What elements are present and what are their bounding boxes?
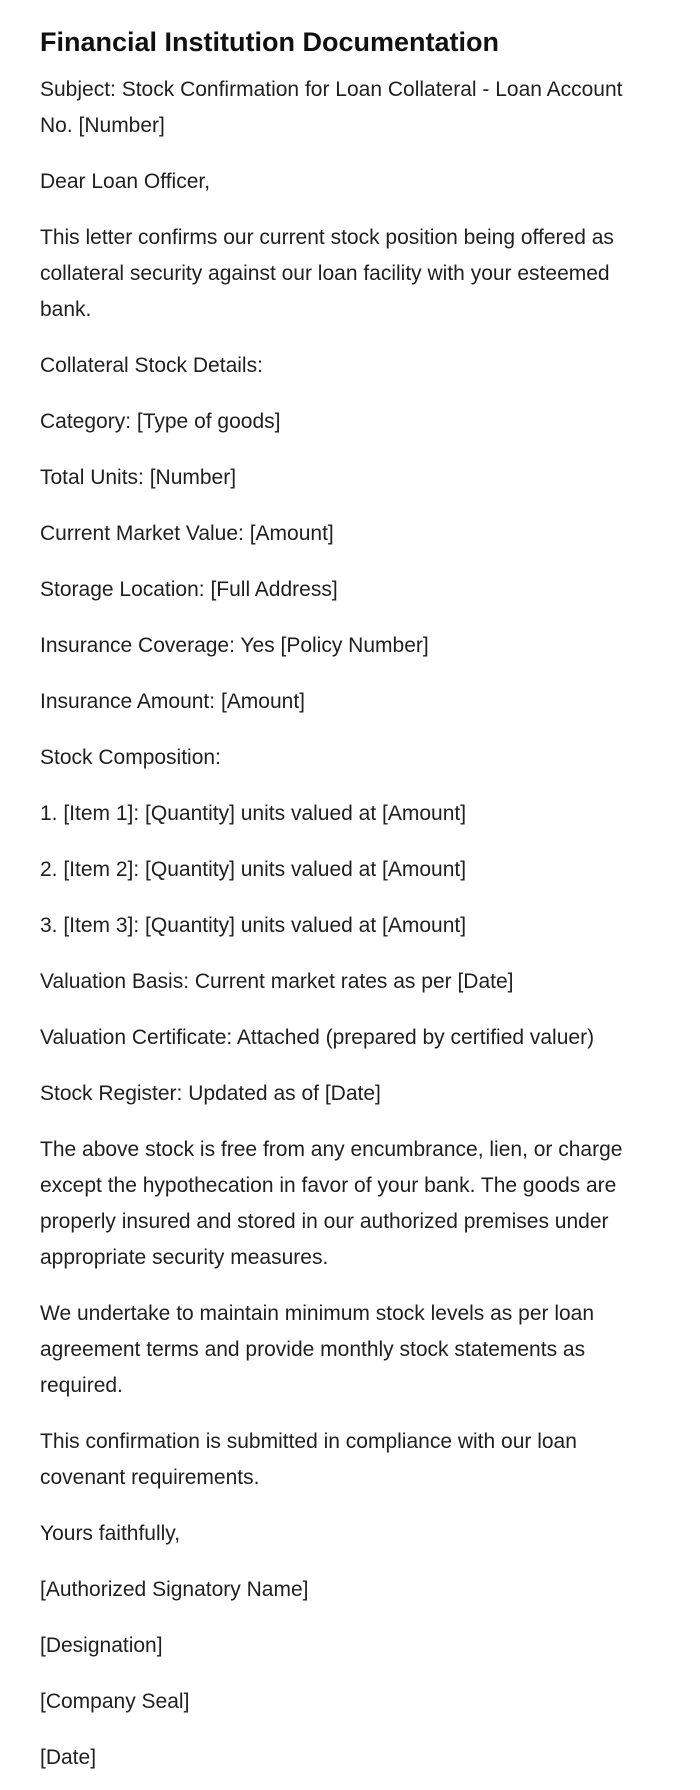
valuation-certificate: Valuation Certificate: Attached (prepared by certified valuer)	[40, 1026, 595, 1049]
subject-line: Subject: Stock Confirmation for Loan Collateral - Loan Account No. [Number]	[40, 78, 623, 137]
compliance-paragraph: This confirmation is submitted in compliance with our loan covenant requirements.	[40, 1430, 577, 1489]
composition-item-2: 2. [Item 2]: [Quantity] units valued at [Amount]	[40, 858, 467, 881]
undertaking-paragraph: We undertake to maintain minimum stock levels as per loan agreement terms and provide monthly stock statements as required.	[40, 1302, 595, 1397]
detail-total-units: Total Units: [Number]	[40, 466, 237, 489]
composition-heading: Stock Composition:	[40, 746, 221, 769]
salutation: Dear Loan Officer,	[40, 170, 211, 193]
company-seal: [Company Seal]	[40, 1690, 190, 1713]
signature-date: [Date]	[40, 1746, 97, 1769]
composition-item-3: 3. [Item 3]: [Quantity] units valued at [Amount]	[40, 914, 467, 937]
document-title: Financial Institution Documentation	[40, 27, 499, 57]
composition-item-1: 1. [Item 1]: [Quantity] units valued at [Amount]	[40, 802, 467, 825]
detail-category: Category: [Type of goods]	[40, 410, 281, 433]
designation: [Designation]	[40, 1634, 163, 1657]
detail-insurance-coverage: Insurance Coverage: Yes [Policy Number]	[40, 634, 429, 657]
details-heading: Collateral Stock Details:	[40, 354, 263, 377]
signatory-name: [Authorized Signatory Name]	[40, 1578, 309, 1601]
detail-insurance-amount: Insurance Amount: [Amount]	[40, 690, 305, 713]
detail-market-value: Current Market Value: [Amount]	[40, 522, 334, 545]
closing-line: Yours faithfully,	[40, 1522, 181, 1545]
encumbrance-paragraph: The above stock is free from any encumbrance, lien, or charge except the hypothecation in favor of your bank. The goods are properly insured and stored in our authorized premises under appropriate security measures.	[40, 1138, 623, 1269]
valuation-basis: Valuation Basis: Current market rates as per [Date]	[40, 970, 514, 993]
detail-storage-location: Storage Location: [Full Address]	[40, 578, 338, 601]
intro-paragraph: This letter confirms our current stock position being offered as collateral security against our loan facility with your esteemed bank.	[40, 226, 614, 321]
stock-register: Stock Register: Updated as of [Date]	[40, 1082, 381, 1105]
